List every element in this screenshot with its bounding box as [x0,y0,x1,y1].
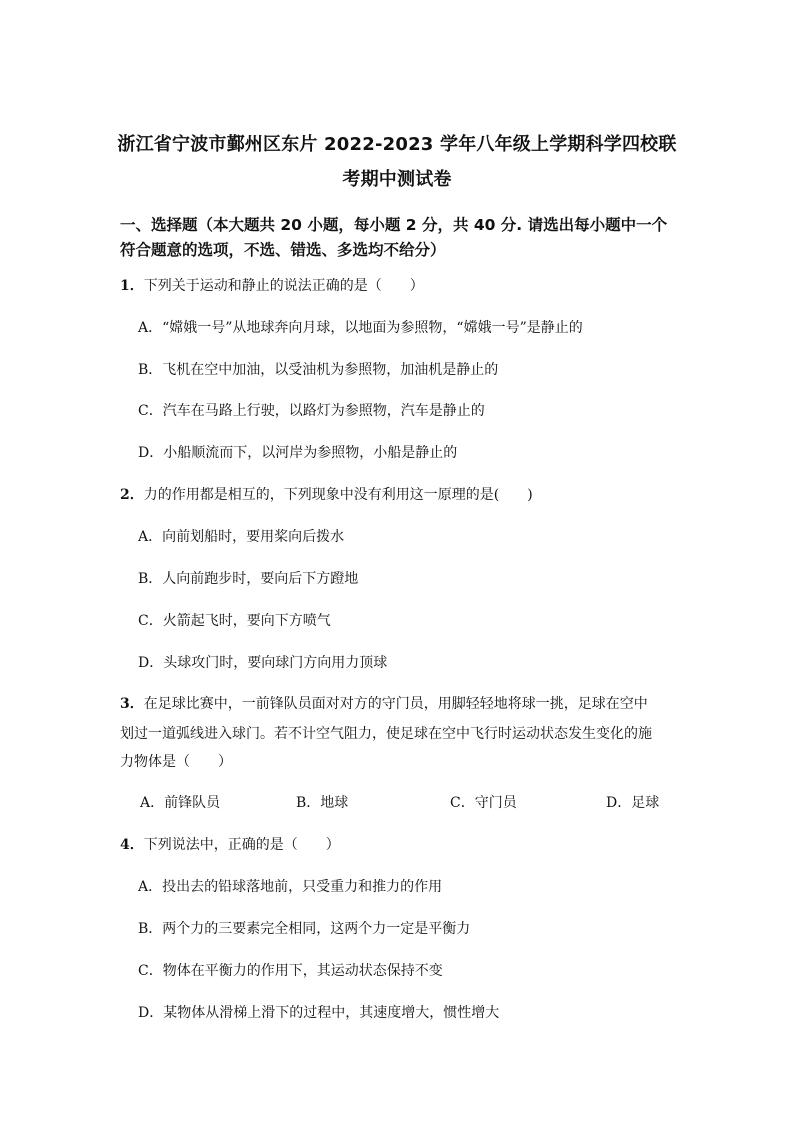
question-1-text: 下列关于运动和静止的说法正确的是（ ） [143,278,424,294]
question-4-stem [120,835,340,855]
question-1-option-d: D．小船顺流而下，以河岸为参照物，小船是静止的 [138,445,458,461]
question-1-option-a: A．“嫦娥一号”从地球奔向月球，以地面为参照物，“嫦娥一号”是静止的 [138,320,583,336]
question-1-number: 1． [120,278,144,294]
question-3-stem-line-3: 力物体是（ ） [120,754,232,770]
question-4-text: 下列说法中，正确的是（ ） [143,837,340,853]
question-1-option-b: B．飞机在空中加油，以受油机为参照物，加油机是静止的 [138,362,499,378]
question-2-option-c: C．火箭起飞时，要向下方喷气 [138,613,331,629]
question-3-option-a: A．前锋队员 [140,795,221,811]
question-3-stem-line-1 [120,694,648,714]
question-2-option-a: A．向前划船时，要用桨向后拨水 [138,529,345,545]
exam-title-line-1: 浙江省宁波市鄞州区东片 2022-2023 学年八年级上学期科学四校联 [117,134,677,155]
question-2-text: 力的作用都是相互的，下列现象中没有利用这一原理的是( ) [143,487,533,503]
exam-title-line-2: 考期中测试卷 [342,169,452,190]
question-4-option-a: A．投出去的铅球落地前，只受重力和推力的作用 [138,879,443,895]
question-3-option-c: C．守门员 [450,795,517,811]
question-4-option-d: D．某物体从滑梯上滑下的过程中，其速度增大，惯性增大 [138,1005,500,1021]
question-3-option-b: B．地球 [296,795,349,811]
question-2-option-d: D．头球攻门时，要向球门方向用力顶球 [138,655,388,671]
question-4-option-b: B．两个力的三要素完全相同，这两个力一定是平衡力 [138,921,471,937]
question-3-number: 3． [120,696,144,712]
section-heading-line-2: 符合题意的选项，不选、错选、多选均不给分） [120,241,446,259]
question-3-stem-line-2: 划过一道弧线进入球门。若不计空气阻力，使足球在空中飞行时运动状态发生变化的施 [120,726,652,742]
question-2-number: 2． [120,487,144,503]
question-4-option-c: C．物体在平衡力的作用下，其运动状态保持不变 [138,963,443,979]
question-2-stem [120,485,533,505]
question-1-option-c: C．汽车在马路上行驶，以路灯为参照物，汽车是静止的 [138,403,485,419]
question-3-text-line-1: 在足球比赛中，一前锋队员面对对方的守门员，用脚轻轻地将球一挑，足球在空中 [143,696,648,712]
section-heading-line-1: 一、选择题（本大题共 20 小题，每小题 2 分，共 40 分. 请选出每小题中一个 [120,216,668,234]
question-2-option-b: B．人向前跑步时，要向后下方蹬地 [138,571,359,587]
section-heading [120,213,680,263]
question-1-stem [120,276,424,296]
question-4-number: 4． [120,837,144,853]
question-3-option-d: D．足球 [606,795,660,811]
